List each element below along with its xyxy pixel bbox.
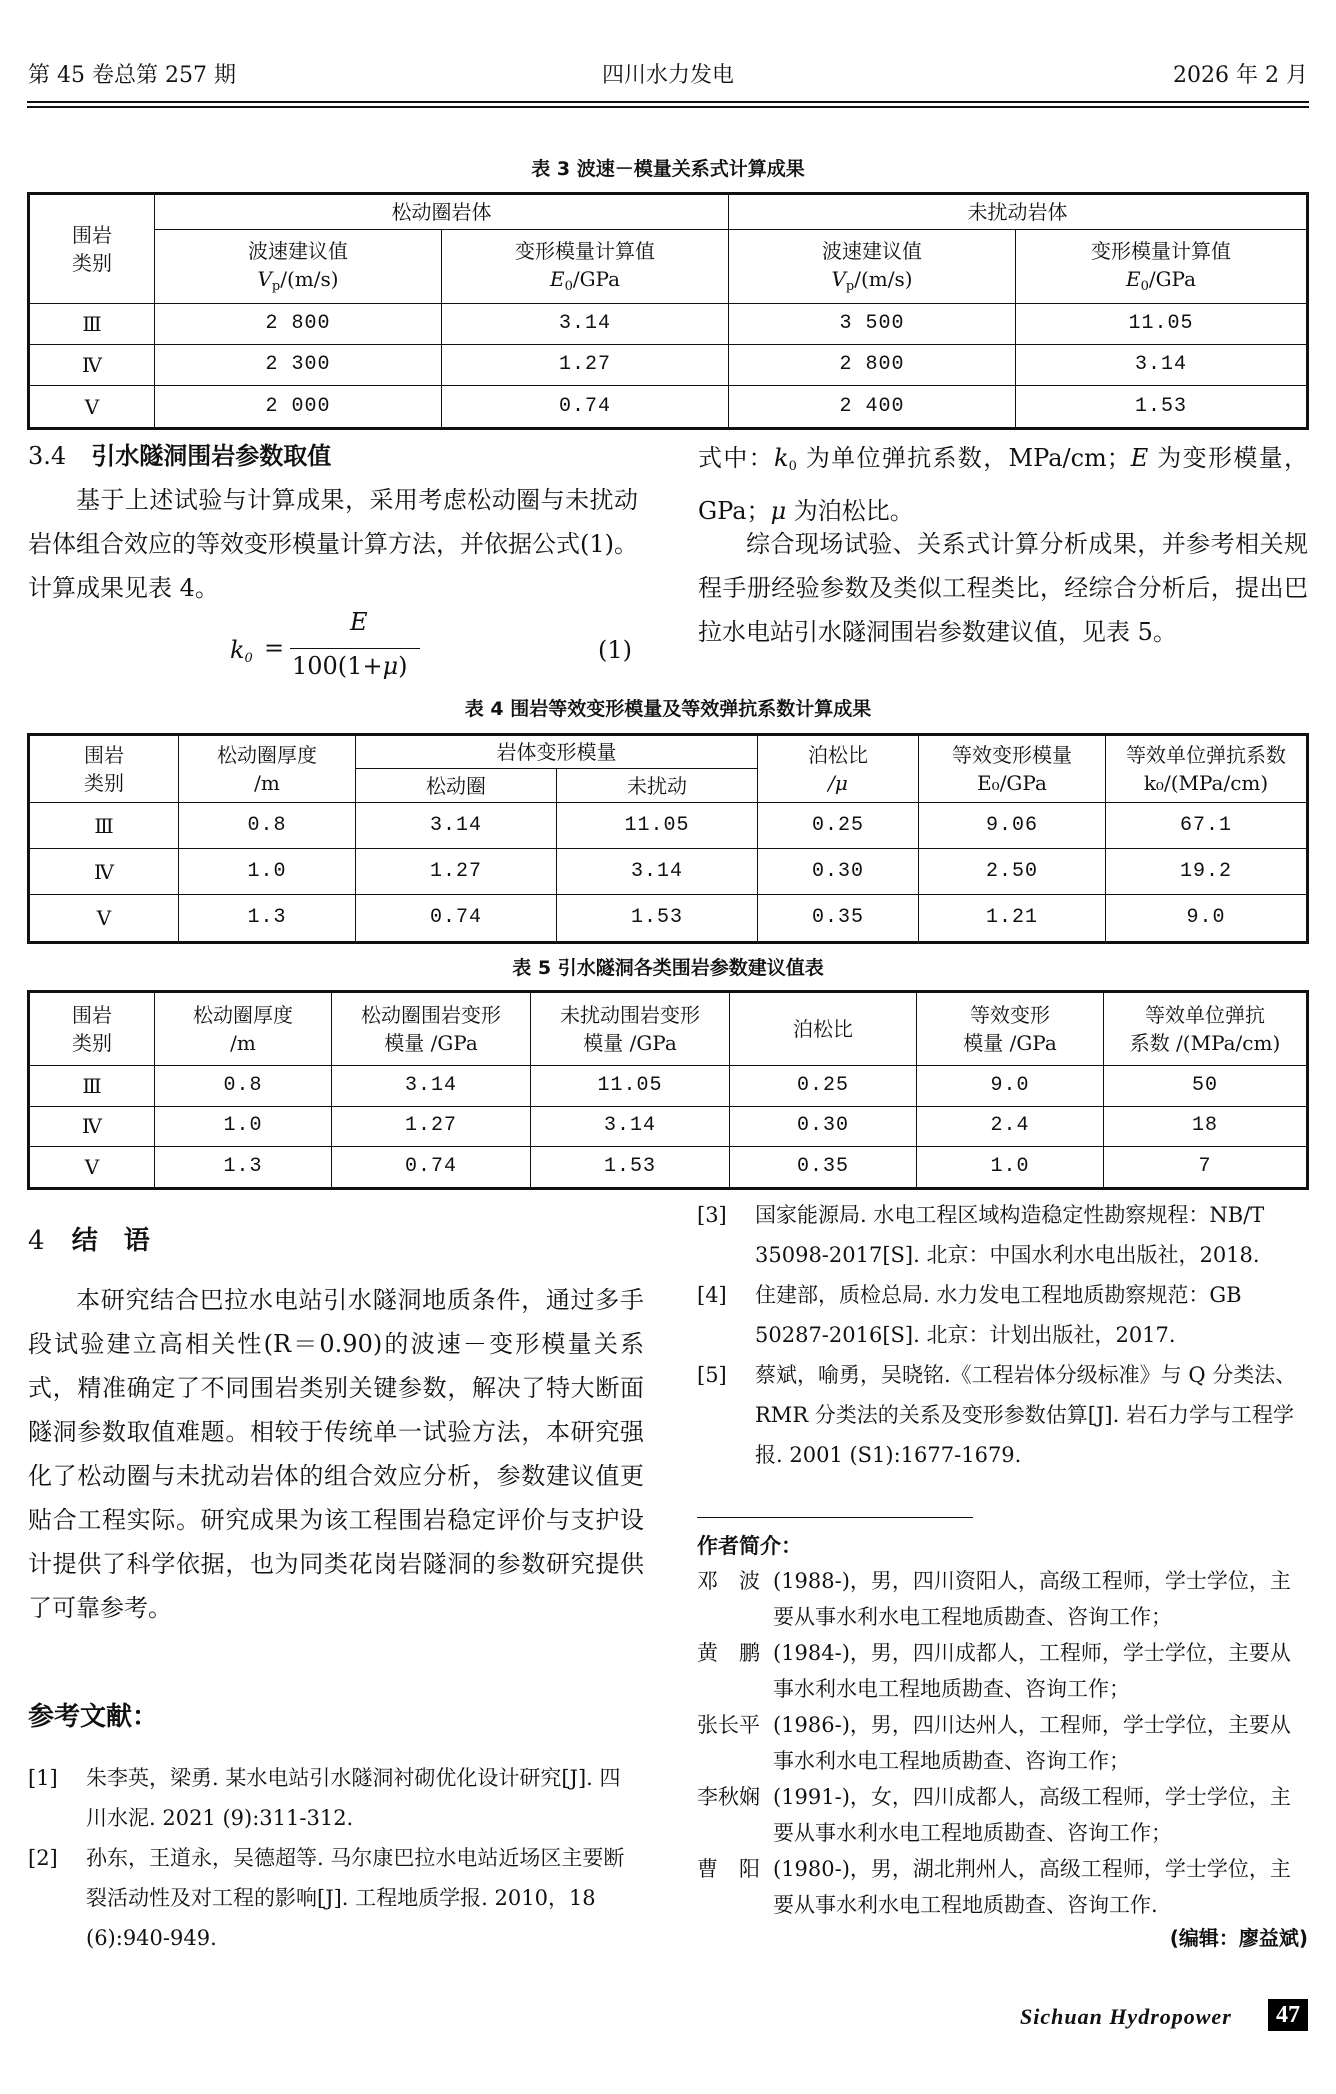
cell-eq-modulus: 9.06 (919, 803, 1106, 849)
table5-header-thickness: 松动圈厚度 /m (155, 992, 332, 1066)
table4-header-class: 围岩 类别 (29, 735, 179, 803)
unit-text: /(m/s) (280, 266, 339, 291)
cell-poisson: 0.25 (758, 803, 919, 849)
section-number: 3.4 (28, 442, 67, 470)
table-row (29, 849, 1308, 895)
cell-loose: 3.14 (332, 1066, 531, 1107)
cell-class: Ⅴ (29, 1147, 155, 1189)
author-item (697, 1563, 1309, 1635)
unit-subscript: 0 (1140, 278, 1149, 294)
unit-symbol: V (831, 266, 846, 291)
header-unit: /μ (828, 771, 848, 795)
formula-den-close: ) (398, 652, 408, 680)
cell-thickness: 1.3 (155, 1147, 332, 1189)
author-bio: (1984-)，男，四川成都人，工程师，学士学位，主要从事水利水电工程地质勘查、咨询工作； (773, 1641, 1291, 1701)
unit-symbol: V (257, 266, 272, 291)
reference-number: [5] (697, 1363, 727, 1387)
section-title: 引水隧洞围岩参数取值 (91, 442, 332, 470)
reference-item (697, 1355, 1309, 1475)
header-label: 波速建议值 (248, 238, 348, 263)
reference-item (28, 1758, 640, 1838)
cell-poisson: 0.30 (730, 1106, 917, 1147)
section-number: 4 (28, 1226, 45, 1256)
cell-thickness: 1.0 (179, 849, 356, 895)
formula-1 (230, 610, 640, 690)
table-row (29, 803, 1308, 849)
table5-header-poisson: 泊松比 (730, 992, 917, 1066)
reference-number: [2] (28, 1846, 58, 1870)
formula-fraction-bar (290, 648, 420, 649)
table-row (29, 345, 1308, 386)
footnote-separator (697, 1517, 973, 1518)
cell-poisson: 0.35 (758, 895, 919, 943)
section-3-4-heading (28, 436, 331, 471)
cell-loose: 1.27 (356, 849, 557, 895)
reference-item (697, 1195, 1309, 1275)
reference-number: [1] (28, 1766, 58, 1790)
formula-k-subscript: 0 (244, 651, 253, 666)
cell-vp-loose: 2 300 (155, 345, 442, 386)
formula-mu: μ (382, 652, 399, 680)
header-rule (27, 106, 1309, 108)
running-header-journal: 四川水力发电 (601, 63, 734, 88)
symbol-e: E (1130, 444, 1149, 472)
cell-eq-k: 9.0 (1106, 895, 1308, 943)
where-label: 式中： (698, 444, 775, 472)
author-item (697, 1635, 1309, 1707)
author-name: 李秋娴 (697, 1785, 760, 1809)
cell-e-undisturbed: 3.14 (1016, 345, 1308, 386)
cell-class: Ⅲ (29, 1066, 155, 1107)
author-bio: (1986-)，男，四川达州人，工程师，学士学位，主要从事水利水电工程地质勘查、咨询工作； (773, 1713, 1291, 1773)
cell-eq-k: 50 (1104, 1066, 1308, 1107)
cell-loose: 0.74 (356, 895, 557, 943)
cell-poisson: 0.35 (730, 1147, 917, 1189)
where-k-desc: 为单位弹抗系数，MPa/cm； (796, 444, 1131, 472)
formula-explanation (698, 436, 1308, 533)
cell-vp-undisturbed: 2 400 (729, 386, 1016, 429)
unit-symbol: E (549, 266, 565, 291)
table3-header-group-undisturbed: 未扰动岩体 (729, 194, 1308, 230)
author-name: 曹 阳 (697, 1857, 760, 1881)
header-label: 松动圈厚度 (217, 743, 317, 767)
table5-header-class: 围岩 类别 (29, 992, 155, 1066)
cell-thickness: 0.8 (155, 1066, 332, 1107)
cell-e-loose: 0.74 (442, 386, 729, 429)
formula-numerator: E (350, 608, 368, 636)
table3-caption: 表 3 波速－模量关系式计算成果 (531, 158, 805, 180)
formula-lhs (230, 636, 253, 666)
reference-text: 孙东，王道永，吴德超等. 马尔康巴拉水电站近场区主要断裂活动性及对工程的影响[J]. 工程地质学报. 2010，18 (6):940-949. (86, 1846, 625, 1950)
cell-thickness: 0.8 (179, 803, 356, 849)
cell-eq-k: 19.2 (1106, 849, 1308, 895)
where-e-desc: 为变形模量，GPa； (698, 444, 1308, 525)
cell-e-undisturbed: 1.53 (1016, 386, 1308, 429)
cell-eq-modulus: 2.4 (917, 1106, 1104, 1147)
section-4-heading (28, 1220, 150, 1257)
cell-class: Ⅳ (29, 849, 179, 895)
header-label: 泊松比 (808, 743, 868, 767)
footer-journal-name: Sichuan Hydropower (1020, 2004, 1232, 2029)
header-label: 变形模量计算值 (515, 238, 655, 263)
symbol-mu: μ (770, 497, 787, 525)
cell-class: Ⅳ (29, 345, 155, 386)
symbol-k-subscript: 0 (788, 459, 797, 474)
unit-text: /(m/s) (854, 266, 913, 291)
author-name: 黄 鹏 (697, 1641, 760, 1665)
cell-loose: 3.14 (356, 803, 557, 849)
cell-undisturbed: 1.53 (557, 895, 758, 943)
table4-header-thickness (179, 735, 356, 803)
table3-header-group-loose: 松动圈岩体 (155, 194, 729, 230)
reference-text: 朱李英，梁勇. 某水电站引水隧洞衬砌优化设计研究[J]. 四川水泥. 2021 (9):311-312. (86, 1766, 621, 1830)
cell-poisson: 0.30 (758, 849, 919, 895)
author-bio: (1988-)，男，四川资阳人，高级工程师，学士学位，主要从事水利水电工程地质勘查、咨询工作； (773, 1569, 1291, 1629)
reference-list-left (28, 1758, 640, 1958)
table4-header-modulus-group: 岩体变形模量 (356, 735, 758, 769)
unit-text: /GPa (1148, 266, 1197, 291)
cell-eq-k: 18 (1104, 1106, 1308, 1147)
reference-number: [3] (697, 1203, 727, 1227)
table4-header-eq-k (1106, 735, 1308, 803)
reference-item (28, 1838, 640, 1958)
table-row (29, 386, 1308, 429)
formula-den-text: 100(1+ (292, 652, 383, 680)
cell-loose: 1.27 (332, 1106, 531, 1147)
cell-e-undisturbed: 11.05 (1016, 304, 1308, 345)
table5 (27, 990, 1309, 1190)
cell-poisson: 0.25 (730, 1066, 917, 1107)
recommendation-paragraph: 综合现场试验、关系式计算分析成果，并参考相关规程手册经验参数及类似工程类比，经综合分析后，提出巴拉水电站引水隧洞围岩参数建议值，见表 5。 (698, 530, 1308, 646)
table3-header-vp (729, 230, 1016, 304)
formula-number: (1) (598, 636, 632, 664)
table3 (27, 192, 1309, 430)
author-item (697, 1707, 1309, 1779)
cell-eq-modulus: 1.21 (919, 895, 1106, 943)
table5-header-loose-modulus: 松动圈围岩变形 模量 /GPa (332, 992, 531, 1066)
author-name: 邓 波 (697, 1569, 760, 1593)
table-row (29, 1147, 1308, 1189)
cell-e-loose: 1.27 (442, 345, 729, 386)
cell-class: Ⅴ (29, 386, 155, 429)
header-label: 等效单位弹抗系数 (1126, 743, 1286, 767)
cell-vp-loose: 2 800 (155, 304, 442, 345)
cell-e-loose: 3.14 (442, 304, 729, 345)
unit-subscript: 0 (564, 278, 573, 294)
unit-subscript: p (271, 278, 281, 294)
table5-caption: 表 5 引水隧洞各类围岩参数建议值表 (512, 957, 824, 979)
author-bio: (1980-)，男，湖北荆州人，高级工程师，学士学位，主要从事水利水电工程地质勘查、咨询工作. (773, 1857, 1291, 1917)
running-header-date: 2026 年 2 月 (1173, 63, 1308, 88)
header-label: 变形模量计算值 (1091, 238, 1231, 263)
cell-undisturbed: 3.14 (557, 849, 758, 895)
header-label: 等效变形模量 (952, 743, 1072, 767)
cell-eq-k: 67.1 (1106, 803, 1308, 849)
reference-text: 国家能源局. 水电工程区域构造稳定性勘察规程：NB/T 35098-2017[S]. 北京：中国水利水电出版社，2018. (755, 1203, 1265, 1267)
cell-vp-undisturbed: 3 500 (729, 304, 1016, 345)
table3-header-vp (155, 230, 442, 304)
cell-class: Ⅴ (29, 895, 179, 943)
author-list (697, 1563, 1309, 1923)
formula-denominator (292, 652, 408, 680)
section-3-4-paragraph: 基于上述试验与计算成果，采用考虑松动圈与未扰动岩体组合效应的等效变形模量计算方法，并依据公式(1)。计算成果见表 4。 (28, 486, 638, 602)
author-bio: (1991-)，女，四川成都人，高级工程师，学士学位，主要从事水利水电工程地质勘查、咨询工作； (773, 1785, 1291, 1845)
table5-header-eq-k: 等效单位弹抗 系数 /(MPa/cm) (1104, 992, 1308, 1066)
reference-text: 蔡斌，喻勇，吴晓铭.《工程岩体分级标准》与 Q 分类法、RMR 分类法的关系及变形参数估算[J]. 岩石力学与工程学报. 2001 (S1):1677-1679. (755, 1363, 1297, 1467)
header-label: 波速建议值 (822, 238, 922, 263)
reference-item (697, 1275, 1309, 1355)
table4-header-loose: 松动圈 (356, 769, 557, 803)
cell-thickness: 1.0 (155, 1106, 332, 1147)
reference-list-right (697, 1195, 1309, 1475)
unit-subscript: p (845, 278, 855, 294)
reference-text: 住建部，质检总局. 水力发电工程地质勘察规范：GB 50287-2016[S]. 北京：计划出版社，2017. (755, 1283, 1242, 1347)
table3-header-class: 围岩 类别 (29, 194, 155, 304)
header-unit: k₀/(MPa/cm) (1143, 771, 1269, 795)
cell-eq-modulus: 9.0 (917, 1066, 1104, 1107)
header-unit: /m (254, 771, 280, 795)
authors-heading: 作者简介： (697, 1534, 802, 1558)
table5-header-undisturbed-modulus: 未扰动围岩变形 模量 /GPa (531, 992, 730, 1066)
table-row (29, 304, 1308, 345)
running-header-issue: 第 45 卷总第 257 期 (28, 63, 236, 88)
cell-undisturbed: 1.53 (531, 1147, 730, 1189)
cell-class: Ⅲ (29, 803, 179, 849)
table3-header-e (1016, 230, 1308, 304)
author-name: 张长平 (697, 1713, 760, 1737)
table4-header-undisturbed: 未扰动 (557, 769, 758, 803)
table-row (29, 1106, 1308, 1147)
cell-undisturbed: 11.05 (557, 803, 758, 849)
section-title: 结 语 (71, 1226, 150, 1256)
author-item (697, 1779, 1309, 1851)
references-heading: 参考文献： (28, 1702, 159, 1732)
table-row (29, 1066, 1308, 1107)
cell-class: Ⅳ (29, 1106, 155, 1147)
page-number: 47 (1268, 1999, 1308, 2031)
table-row (29, 895, 1308, 943)
cell-eq-modulus: 1.0 (917, 1147, 1104, 1189)
formula-equals: = (264, 634, 285, 662)
cell-class: Ⅲ (29, 304, 155, 345)
table4-header-eq-modulus (919, 735, 1106, 803)
reference-number: [4] (697, 1283, 727, 1307)
unit-text: /GPa (572, 266, 621, 291)
table3-header-e (442, 230, 729, 304)
where-mu-desc: 为泊松比。 (786, 497, 914, 525)
cell-vp-undisturbed: 2 800 (729, 345, 1016, 386)
editor-note: (编辑：廖益斌) (1169, 1926, 1308, 1950)
table4 (27, 733, 1309, 944)
formula-k: k (230, 636, 245, 664)
cell-eq-modulus: 2.50 (919, 849, 1106, 895)
cell-undisturbed: 3.14 (531, 1106, 730, 1147)
cell-loose: 0.74 (332, 1147, 531, 1189)
cell-vp-loose: 2 000 (155, 386, 442, 429)
table5-header-eq-modulus: 等效变形 模量 /GPa (917, 992, 1104, 1066)
cell-thickness: 1.3 (179, 895, 356, 943)
cell-eq-k: 7 (1104, 1147, 1308, 1189)
conclusion-paragraph: 本研究结合巴拉水电站引水隧洞地质条件，通过多手段试验建立高相关性(R＝0.90)的波速－变形模量关系式，精准确定了不同围岩类别关键参数，解决了特大断面隧洞参数取值难题。相较于传统单一试验方法，本研究强化了松动圈与未扰动岩体的组合效应分析，参数建议值更贴合工程实际。研究成果为该工程围岩稳定评价与支护设计提供了科学依据，也为同类花岗岩隧洞的参数研究提供了可靠参考。 (28, 1286, 644, 1622)
header-unit: E₀/GPa (977, 771, 1047, 795)
cell-undisturbed: 11.05 (531, 1066, 730, 1107)
symbol-k: k (774, 444, 789, 472)
table4-caption: 表 4 围岩等效变形模量及等效弹抗系数计算成果 (464, 698, 872, 720)
author-item (697, 1851, 1309, 1923)
table4-header-poisson (758, 735, 919, 803)
unit-symbol: E (1125, 266, 1141, 291)
header-rule (27, 101, 1309, 103)
